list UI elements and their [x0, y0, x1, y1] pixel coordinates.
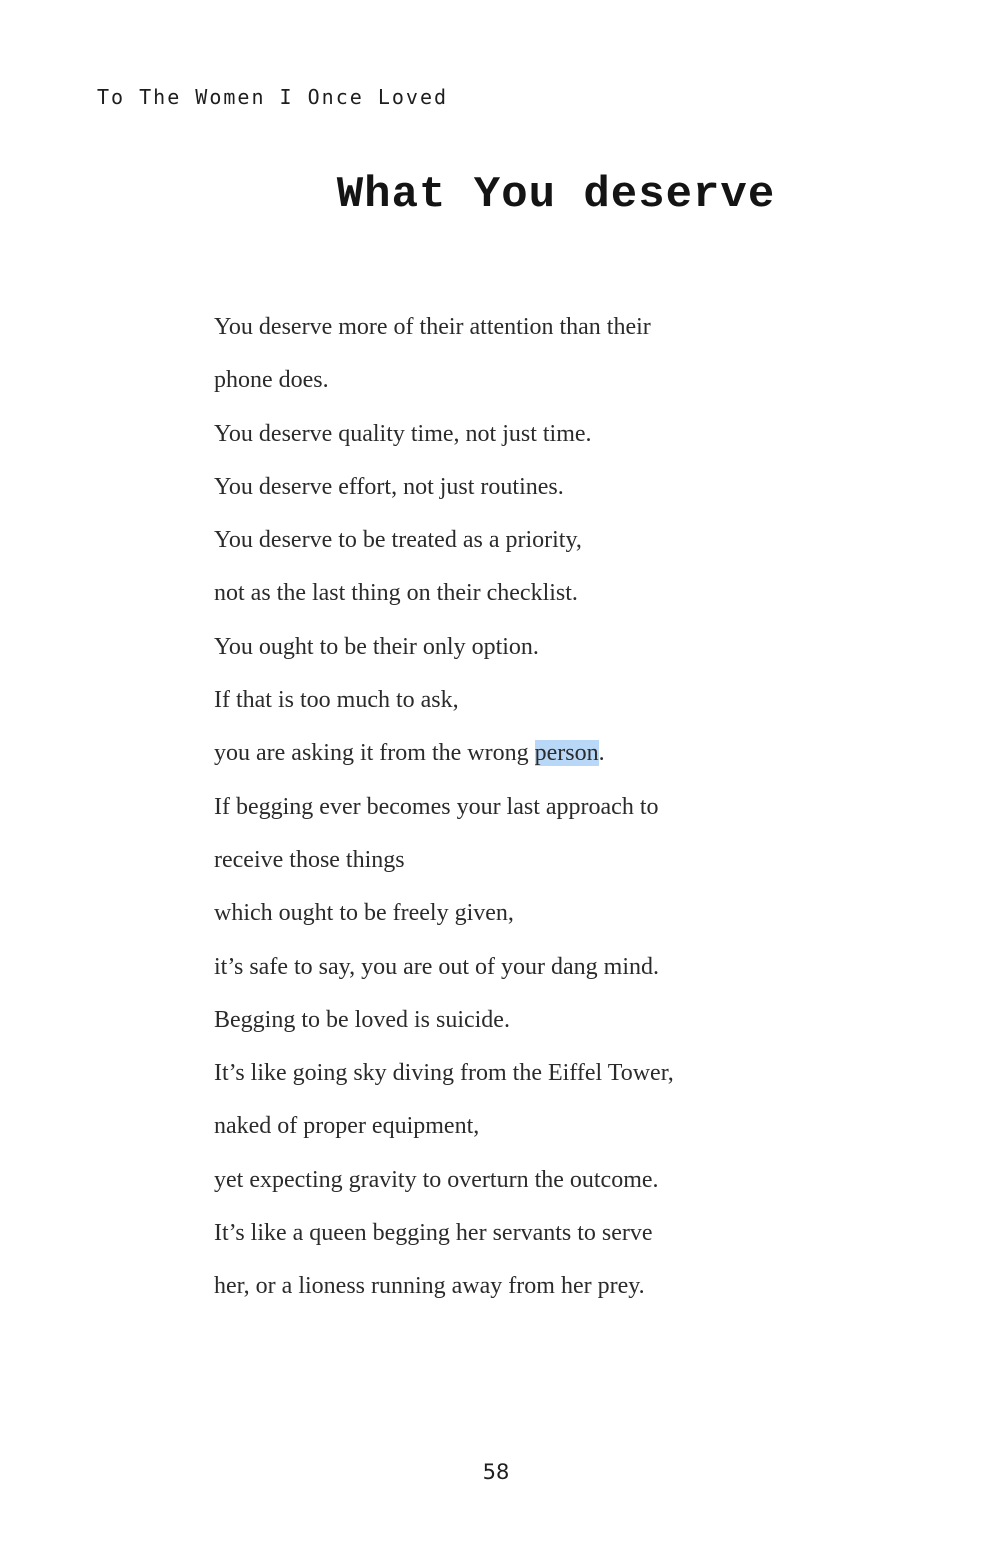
poem-line[interactable]: You ought to be their only option. [214, 633, 539, 660]
poem-line[interactable]: It’s like a queen begging her servants to serve [214, 1220, 653, 1247]
poem-title: What You deserve [336, 170, 776, 220]
poem-line[interactable]: It’s like going sky diving from the Eiffel Tower, [214, 1060, 674, 1087]
poem-line-punctuation[interactable]: . [598, 740, 605, 767]
poem-line[interactable]: Begging to be loved is suicide. [214, 1006, 510, 1033]
poem-line[interactable]: it’s safe to say, you are out of your dang mind. [214, 953, 660, 980]
poem-line[interactable]: If that is too much to ask, [214, 687, 459, 714]
poem-line[interactable]: phone does. [214, 367, 329, 394]
poem-line[interactable]: receive those things [214, 846, 405, 873]
poem-line[interactable]: not as the last thing on their checklist. [214, 580, 578, 607]
poem-body [214, 305, 814, 1318]
selected-text-highlight[interactable]: person [534, 740, 599, 767]
poem-line[interactable]: her, or a lioness running away from her prey. [214, 1273, 645, 1300]
poem-line[interactable]: If begging ever becomes your last approach to [214, 793, 659, 820]
poem-line[interactable]: You deserve quality time, not just time. [214, 420, 592, 447]
poem-line-with-selection[interactable] [214, 731, 814, 784]
poem-line[interactable]: which ought to be freely given, [214, 900, 514, 927]
page-number: 58 [482, 1460, 510, 1484]
poem-line[interactable]: You deserve more of their attention than their [214, 314, 651, 340]
poem-line[interactable]: You deserve effort, not just routines. [214, 473, 564, 500]
poem-line[interactable]: naked of proper equipment, [214, 1113, 480, 1140]
poem-line[interactable]: You deserve to be treated as a priority, [214, 527, 582, 554]
running-header: To The Women I Once Loved [97, 85, 449, 109]
poem-line-text[interactable]: you are asking it from the wrong [214, 740, 535, 767]
poem-line[interactable]: yet expecting gravity to overturn the outcome. [214, 1166, 659, 1193]
